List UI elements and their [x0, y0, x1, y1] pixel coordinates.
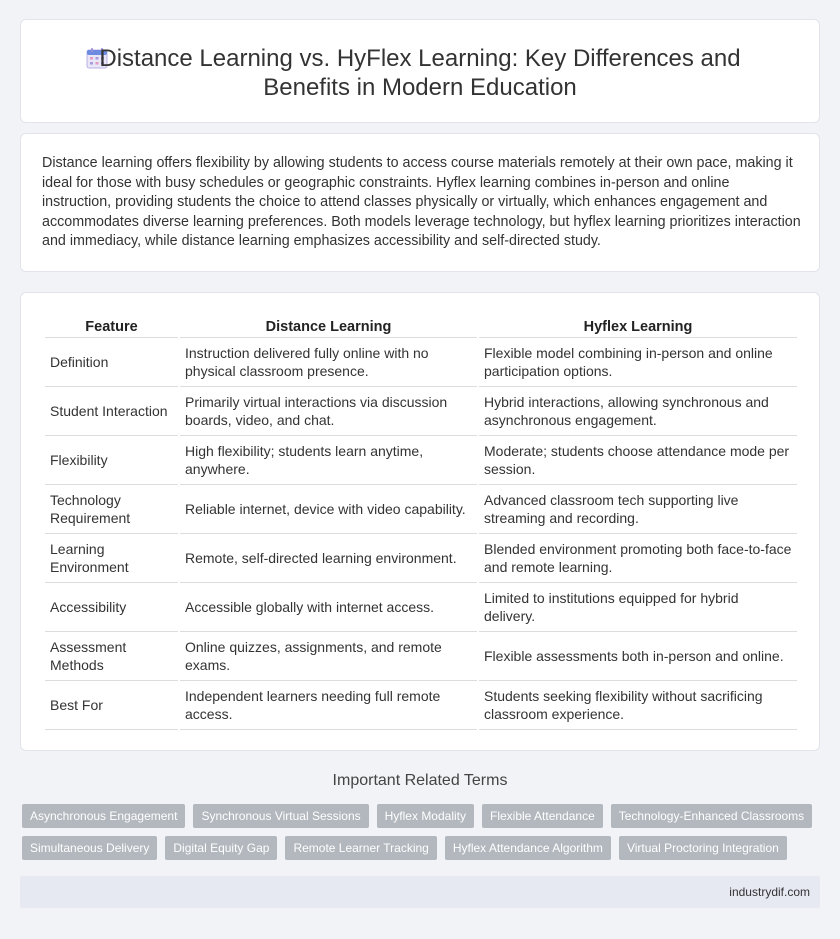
distance-cell: Reliable internet, device with video capability. — [180, 485, 477, 534]
footer-site[interactable]: industrydif.com — [729, 885, 810, 899]
hyflex-cell: Students seeking flexibility without sacrificing classroom experience. — [479, 681, 797, 730]
related-terms-title: Important Related Terms — [332, 772, 508, 789]
tag-technology-enhanced-classrooms[interactable]: Technology-Enhanced Classrooms — [611, 804, 812, 828]
distance-cell: Online quizzes, assignments, and remote exams. — [180, 632, 477, 681]
table-row — [45, 681, 797, 730]
tag-synchronous-virtual-sessions[interactable]: Synchronous Virtual Sessions — [193, 804, 368, 828]
tag-simultaneous-delivery[interactable]: Simultaneous Delivery — [22, 836, 157, 860]
tag-asynchronous-engagement[interactable]: Asynchronous Engagement — [22, 804, 185, 828]
tag-hyflex-modality[interactable]: Hyflex Modality — [377, 804, 474, 828]
feature-cell: Flexibility — [45, 436, 178, 485]
feature-cell: Technology Requirement — [45, 485, 178, 534]
distance-cell: Remote, self-directed learning environment. — [180, 534, 477, 583]
feature-cell: Best For — [45, 681, 178, 730]
hyflex-cell: Limited to institutions equipped for hybrid delivery. — [479, 583, 797, 632]
comparison-card — [20, 292, 820, 751]
hyflex-cell: Advanced classroom tech supporting live streaming and recording. — [479, 485, 797, 534]
feature-cell: Definition — [45, 338, 178, 387]
tag-row — [22, 836, 812, 860]
tag-hyflex-attendance-algorithm[interactable]: Hyflex Attendance Algorithm — [445, 836, 611, 860]
distance-cell: High flexibility; students learn anytime, anywhere. — [180, 436, 477, 485]
table-row — [45, 583, 797, 632]
hyflex-cell: Moderate; students choose attendance mode per session. — [479, 436, 797, 485]
table-row — [45, 485, 797, 534]
intro-paragraph: Distance learning offers flexibility by allowing students to access course materials remotely at their own pace, making it ideal for those with busy schedules or geographic constraints. Hyflex learning combines in-person and online instruction, providing students the choice to attend classes physically or virtually, which enhances engagement and accommodates diverse learning preferences. Both models leverage technology, but hyflex learning prioritizes interaction and immediacy, while distance learning emphasizes accessibility and self-directed study. — [42, 155, 801, 250]
table-row — [45, 338, 797, 387]
comparison-table — [43, 316, 799, 730]
title-card — [20, 19, 820, 123]
hyflex-cell: Flexible assessments both in-person and online. — [479, 632, 797, 681]
header-distance-learning: Distance Learning — [180, 316, 477, 338]
intro-card — [20, 133, 820, 272]
footer — [20, 876, 820, 908]
header-hyflex-learning: Hyflex Learning — [479, 316, 797, 338]
tag-remote-learner-tracking[interactable]: Remote Learner Tracking — [285, 836, 436, 860]
related-terms-tags — [22, 804, 812, 868]
hyflex-cell: Flexible model combining in-person and online participation options. — [479, 338, 797, 387]
feature-cell: Student Interaction — [45, 387, 178, 436]
table-header-row — [45, 316, 797, 338]
distance-cell: Independent learners needing full remote access. — [180, 681, 477, 730]
distance-cell: Primarily virtual interactions via discussion boards, video, and chat. — [180, 387, 477, 436]
feature-cell: Learning Environment — [45, 534, 178, 583]
page-title: Distance Learning vs. HyFlex Learning: Key Differences and Benefits in Modern Education — [99, 45, 741, 101]
tag-row — [22, 804, 812, 828]
tag-digital-equity-gap[interactable]: Digital Equity Gap — [165, 836, 277, 860]
tag-virtual-proctoring-integration[interactable]: Virtual Proctoring Integration — [619, 836, 787, 860]
header-feature: Feature — [45, 316, 178, 338]
table-row — [45, 387, 797, 436]
table-row — [45, 632, 797, 681]
hyflex-cell: Hybrid interactions, allowing synchronous and asynchronous engagement. — [479, 387, 797, 436]
table-row — [45, 436, 797, 485]
hyflex-cell: Blended environment promoting both face-to-face and remote learning. — [479, 534, 797, 583]
feature-cell: Accessibility — [45, 583, 178, 632]
distance-cell: Accessible globally with internet access. — [180, 583, 477, 632]
distance-cell: Instruction delivered fully online with no physical classroom presence. — [180, 338, 477, 387]
tag-flexible-attendance[interactable]: Flexible Attendance — [482, 804, 603, 828]
table-row — [45, 534, 797, 583]
feature-cell: Assessment Methods — [45, 632, 178, 681]
